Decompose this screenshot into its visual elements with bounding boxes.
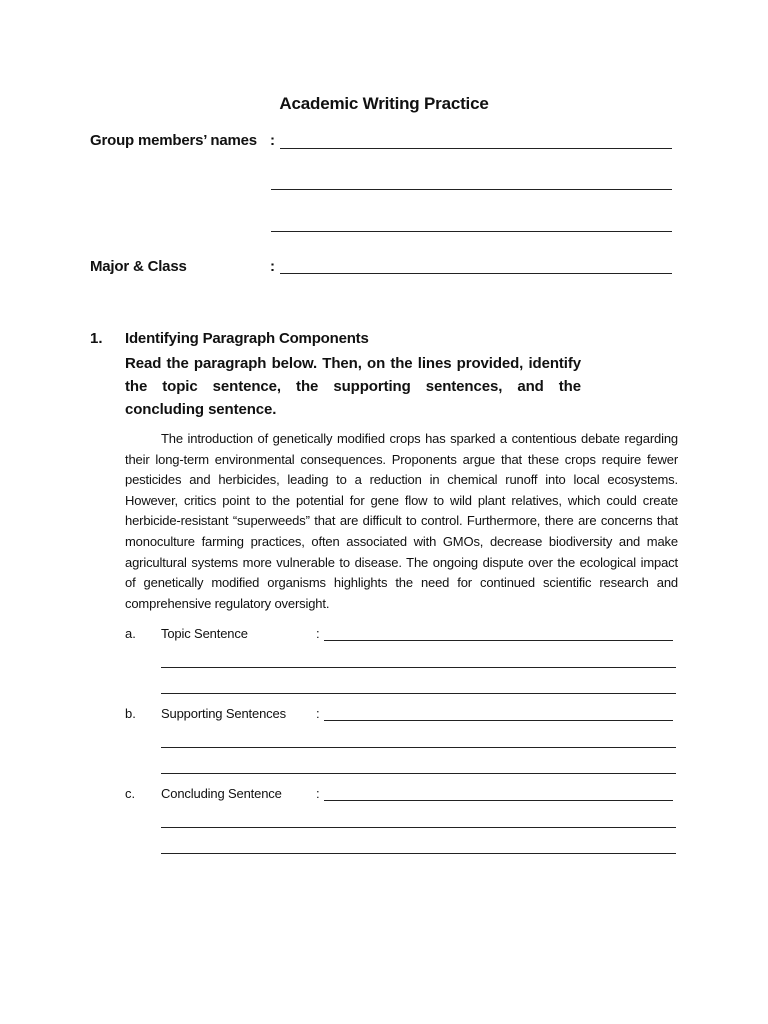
section-number: 1. <box>90 330 103 347</box>
major-class-label: Major & Class <box>90 258 187 275</box>
item-a-label: Topic Sentence <box>161 626 248 641</box>
item-b-letter: b. <box>125 706 136 721</box>
topic-sentence-blank-3[interactable] <box>161 693 676 694</box>
concluding-sentence-blank-1[interactable] <box>324 800 673 801</box>
item-a-letter: a. <box>125 626 136 641</box>
topic-sentence-blank-2[interactable] <box>161 667 676 668</box>
section-heading: Identifying Paragraph Components <box>125 330 369 347</box>
item-c-colon: : <box>316 786 320 801</box>
item-b-label: Supporting Sentences <box>161 706 286 721</box>
topic-sentence-blank-1[interactable] <box>324 640 673 641</box>
item-b-colon: : <box>316 706 320 721</box>
reading-paragraph-text: The introduction of genetically modified crops has sparked a contentious debate regarding their long-term environmental consequences. Proponents argue that these crops require fewer pesticides and herbicides, leading to a reduction in chemical runoff into local ecosystems. However, critics point to the potential for gene flow to wild plant relatives, which could create herbicide-resistant “superweeds” that are difficult to control. Furthermore, there are concerns that monoculture farming practices, often associated with GMOs, decrease biodiversity and make agricultural systems more vulnerable to disease. The ongoing dispute over the ecological impact of genetically modified organisms highlights the need for continued scientific research and comprehensive regulatory oversight. <box>125 431 678 611</box>
concluding-sentence-blank-2[interactable] <box>161 827 676 828</box>
group-members-blank-3[interactable] <box>271 231 672 232</box>
group-members-blank-1[interactable] <box>280 148 672 149</box>
section-instruction: Read the paragraph below. Then, on the lines provided, identify the topic sentence, the supporting sentences, and the concluding sentence. <box>125 355 581 418</box>
group-members-label: Group members’ names <box>90 132 257 149</box>
page-title: Academic Writing Practice <box>279 94 489 113</box>
reading-paragraph <box>125 429 678 614</box>
group-members-blank-2[interactable] <box>271 189 672 190</box>
item-c-label: Concluding Sentence <box>161 786 282 801</box>
supporting-sentences-blank-2[interactable] <box>161 747 676 748</box>
supporting-sentences-blank-1[interactable] <box>324 720 673 721</box>
major-class-blank[interactable] <box>280 273 672 274</box>
supporting-sentences-blank-3[interactable] <box>161 773 676 774</box>
item-c-letter: c. <box>125 786 136 801</box>
concluding-sentence-blank-3[interactable] <box>161 853 676 854</box>
group-members-colon: : <box>270 132 275 149</box>
item-a-colon: : <box>316 626 320 641</box>
major-class-colon: : <box>270 258 275 275</box>
